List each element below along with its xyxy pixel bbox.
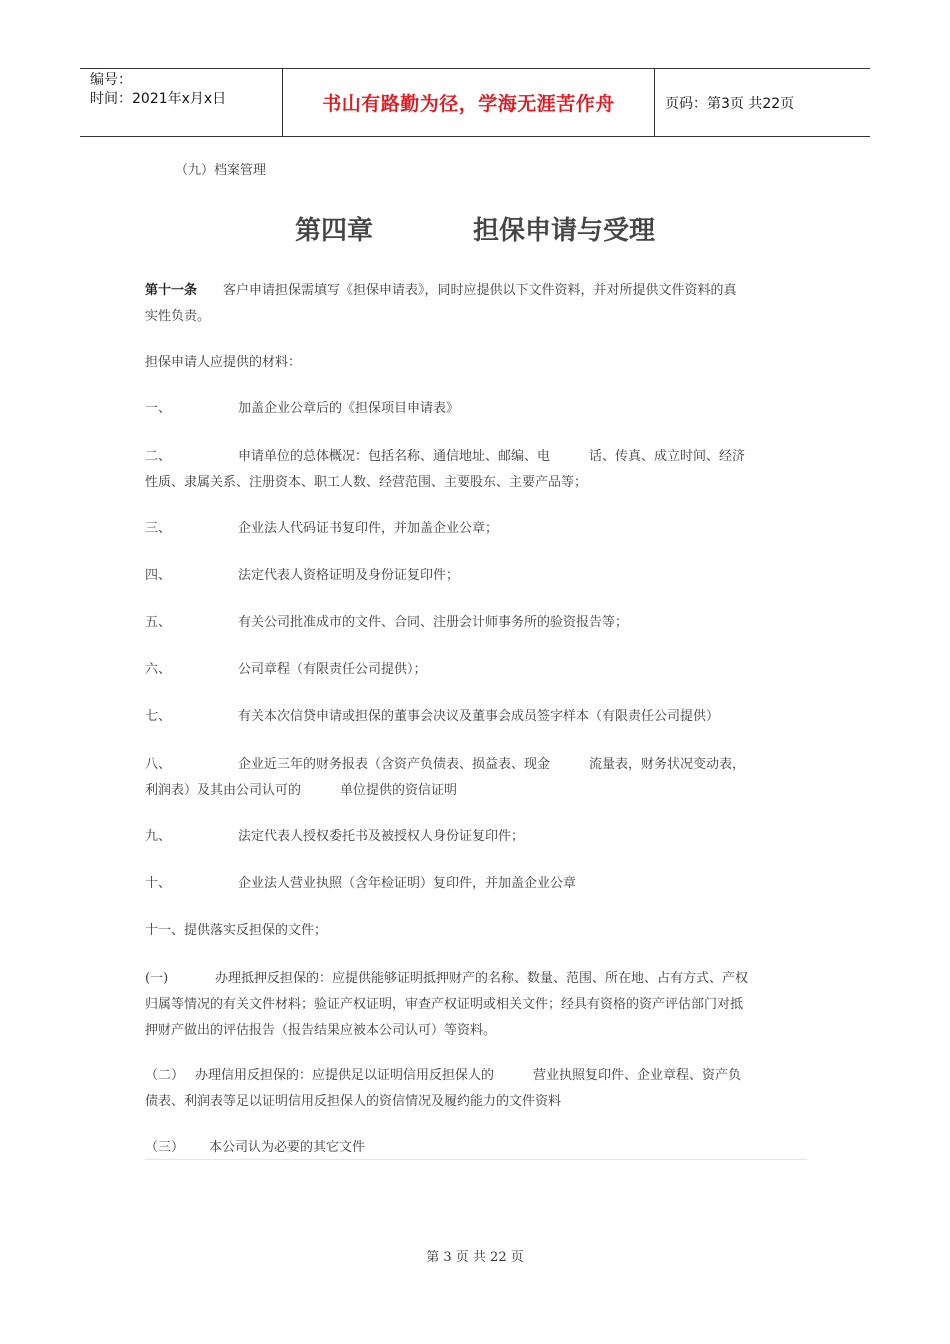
sub-item-text: 办理信用反担保的：应提供足以证明信用反担保人的 营业执照复印件、企业章程、资产负 [195, 1068, 742, 1083]
list-item-text: 法定代表人授权委托书及被授权人身份证复印件； [238, 829, 525, 844]
header-page-label: 页码：第3页 共22页 [665, 95, 795, 112]
list-item-text: 企业法人代码证书复印件，并加盖企业公章； [238, 521, 499, 536]
list-item-number: 五、 [145, 615, 172, 630]
list-item-number: 八、 [145, 757, 172, 772]
list-item-number: 九、 [145, 829, 172, 844]
list-item [145, 704, 807, 730]
list-item-text-continued: 性质、隶属关系、注册资本、职工人数、经营范围、主要股东、主要产品等； [145, 475, 588, 490]
list-item-text: 有关公司批准成市的文件、合同、注册会计师事务所的验资报告等； [238, 615, 629, 630]
list-item [145, 752, 807, 804]
list-item-number: 十、 [145, 876, 172, 891]
list-item-number: 七、 [145, 709, 172, 724]
list-item-text: 公司章程（有限责任公司提供）； [238, 662, 427, 677]
list-item [145, 824, 807, 850]
sub-item-text: 本公司认为必要的其它文件 [209, 1140, 366, 1155]
list-item [145, 516, 807, 542]
divider [145, 1159, 807, 1160]
list-item-text: 企业法人营业执照（含年检证明）复印件，并加盖企业公章 [238, 876, 577, 891]
article-text-line1: 客户申请担保需填写《担保申请表》，同时应提供以下文件资料，并对所提供文件资料的真 [223, 283, 737, 298]
document-header [80, 68, 870, 137]
article-label: 第十一条 [145, 283, 198, 298]
list-item-text: 申请单位的总体概况：包括名称、通信地址、邮编、电 话、传真、成立时间、经济 [238, 449, 746, 464]
sub-item-text-continued: 押财产做出的评估报告（报告结果应被本公司认可）等资料。 [145, 1023, 497, 1038]
header-motto: 书山有路勤为径，学海无涯苦作舟 [282, 69, 655, 136]
document-number-label: 编号： [90, 72, 132, 88]
list-item-number: 一、 [145, 401, 172, 416]
list-item [145, 657, 807, 683]
chapter-title: 担保申请与受理 [473, 216, 656, 246]
article-eleven [145, 278, 807, 330]
list-item-text: 企业近三年的财务报表（含资产负债表、损益表、现金 流量表，财务状况变动表， [238, 757, 746, 772]
list-item [145, 610, 807, 636]
list-item-number: 三、 [145, 521, 172, 536]
document-date-label: 时间：2021年x月x日 [90, 91, 227, 107]
item-eleven-heading: 十一、提供落实反担保的文件； [145, 923, 328, 938]
page-footer: 第 3 页 共 22 页 [426, 1250, 524, 1265]
list-item-text: 加盖企业公章后的《担保项目申请表》 [238, 401, 460, 416]
sub-item-text-continued: 归属等情况的有关文件材料；验证产权证明，审查产权证明或相关文件；经具有资格的资产评估部门对抵 [145, 997, 744, 1012]
article-text-line2: 实性负责。 [145, 309, 211, 324]
list-item-text: 法定代表人资格证明及身份证复印件； [238, 568, 460, 583]
list-item-text-continued: 利润表）及其由公司认可的 单位提供的资信证明 [145, 783, 458, 798]
sub-item-number: （三） [145, 1140, 185, 1155]
list-item [145, 871, 807, 897]
list-item [145, 396, 807, 422]
list-item [145, 444, 807, 496]
sub-item-text: 办理抵押反担保的：应提供能够证明抵押财产的名称、数量、范围、所在地、占有方式、产权 [215, 971, 749, 986]
list-item-text: 有关本次信贷申请或担保的董事会决议及董事会成员签字样本（有限责任公司提供） [238, 709, 720, 724]
sub-item-three [145, 1135, 807, 1161]
sub-item-one [145, 966, 807, 1044]
list-item-number: 二、 [145, 449, 172, 464]
sub-item-number: （二） [145, 1068, 185, 1083]
list-item-number: 四、 [145, 568, 172, 583]
section-nine-heading: （九）档案管理 [175, 163, 267, 178]
chapter-number: 第四章 [294, 216, 373, 246]
header-meta [80, 69, 282, 136]
chapter-heading [0, 210, 950, 247]
list-item [145, 563, 807, 589]
materials-intro: 担保申请人应提供的材料： [145, 355, 302, 370]
list-item-number: 六、 [145, 662, 172, 677]
sub-item-number: (一) [145, 971, 169, 986]
sub-item-two [145, 1063, 807, 1115]
sub-item-text-continued: 债表、利润表等足以证明信用反担保人的资信情况及履约能力的文件资料 [145, 1094, 562, 1109]
